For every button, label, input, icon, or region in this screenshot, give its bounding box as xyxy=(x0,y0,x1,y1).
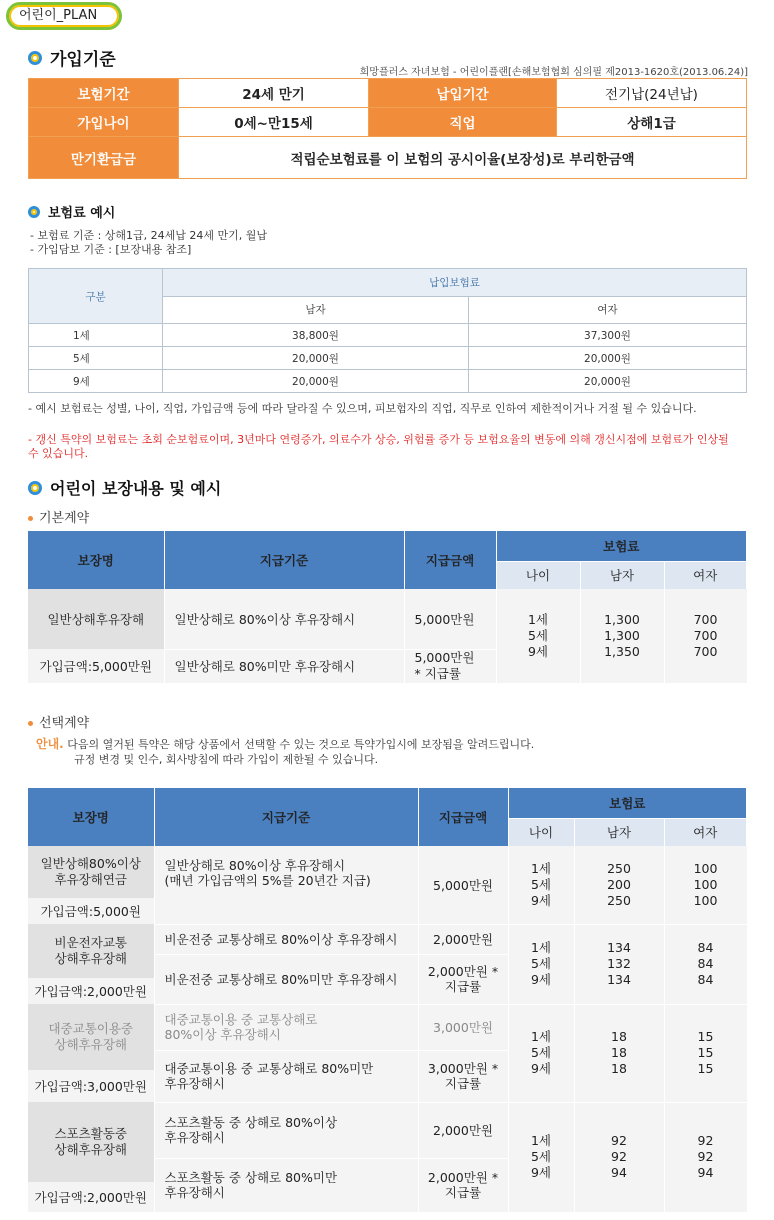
optional-contract-label: 선택계약 xyxy=(39,716,90,731)
header-criteria: 지급기준 xyxy=(154,788,418,846)
ring-bullet-icon xyxy=(28,206,40,218)
criteria-cell: 일반상해로 80%이상 후유장해시 (매년 가입금액의 5%를 20년간 지급) xyxy=(154,846,418,924)
header-male: 남자 xyxy=(580,561,664,589)
optional-notice xyxy=(36,737,736,767)
age-cell: 5세 xyxy=(29,347,163,370)
criteria-cell: 대중교통이용 중 교통상해로 80%미만 후유장해시 xyxy=(154,1050,418,1102)
coverage-name: 일반상해후유장해 xyxy=(28,589,164,649)
male-premiums-cell: 92 92 94 xyxy=(574,1102,664,1212)
label-maturity: 만기환급금 xyxy=(29,137,179,179)
section-coverage-heading xyxy=(28,476,221,499)
premium-basis-note: - 보험료 기준 : 상해1급, 24세납 24세 만기, 월납 xyxy=(30,229,268,242)
section-title: 가입기준 xyxy=(50,50,116,70)
basic-coverage-table xyxy=(28,531,747,684)
value-period: 24세 만기 xyxy=(179,79,369,108)
basic-contract-label: 기본계약 xyxy=(39,511,90,526)
criteria-cell: 비운전중 교통상해로 80%이상 후유장해시 xyxy=(154,924,418,954)
female-cell: 20,000원 xyxy=(469,370,747,393)
value-maturity: 적립순보험료를 이 보험의 공시이율(보장성)로 부리한금액 xyxy=(179,137,747,179)
amount-cell: 3,000만원 xyxy=(418,1004,508,1050)
header-premium: 납입보험료 xyxy=(163,269,747,297)
ages-cell: 1세 5세 9세 xyxy=(508,924,574,1004)
female-premiums-cell: 92 92 94 xyxy=(664,1102,747,1212)
header-premium: 보험료 xyxy=(496,531,747,561)
criteria-cell: 일반상해로 80%미만 후유장해시 xyxy=(164,649,404,683)
criteria-cell: 비운전중 교통상해로 80%미만 후유장해시 xyxy=(154,954,418,1004)
criteria-cell: 일반상해로 80%이상 후유장해시 xyxy=(164,589,404,649)
join-amount: 가입금액:5,000만원 xyxy=(28,649,164,683)
header-female: 여자 xyxy=(664,561,747,589)
header-amount: 지급금액 xyxy=(404,531,496,589)
age-cell: 1세 xyxy=(29,324,163,347)
label-period: 보험기간 xyxy=(29,79,179,108)
ring-bullet-icon xyxy=(28,51,42,65)
male-premiums-cell: 18 18 18 xyxy=(574,1004,664,1102)
value-payment-period: 전기납(24년납) xyxy=(557,79,747,108)
join-amount: 가입금액:3,000만원 xyxy=(28,1070,154,1102)
enrollment-table xyxy=(28,78,747,179)
female-premiums-cell: 15 15 15 xyxy=(664,1004,747,1102)
table-row xyxy=(29,347,747,370)
amount-cell: 2,000만원 xyxy=(418,924,508,954)
header-female: 여자 xyxy=(664,818,747,846)
header-division: 구분 xyxy=(29,269,163,324)
section-title: 보험료 예시 xyxy=(48,206,116,221)
premium-table xyxy=(28,268,747,393)
ages-cell: 1세 5세 9세 xyxy=(508,1004,574,1102)
value-age: 0세~만15세 xyxy=(179,108,369,137)
value-job: 상해1급 xyxy=(557,108,747,137)
label-job: 직업 xyxy=(369,108,557,137)
header-age: 나이 xyxy=(496,561,580,589)
amount-cell: 2,000만원 xyxy=(418,1102,508,1158)
coverage-name: 대중교통이용중 상해후유장해 xyxy=(28,1004,154,1070)
join-amount: 가입금액:2,000만원 xyxy=(28,978,154,1004)
ages-cell: 1세 5세 9세 xyxy=(496,589,580,683)
header-coverage-name: 보장명 xyxy=(28,788,154,846)
female-premiums-cell: 100 100 100 xyxy=(664,846,747,924)
header-female: 여자 xyxy=(469,296,747,324)
male-cell: 20,000원 xyxy=(163,370,469,393)
amount-cell: 5,000만원 * 지급률 xyxy=(404,649,496,683)
label-age: 가입나이 xyxy=(29,108,179,137)
header-age: 나이 xyxy=(508,818,574,846)
approval-note: 희망플러스 자녀보험 - 어린이플랜[손해보험협회 심의필 제2013-1620호(2013.06.24)] xyxy=(359,67,748,78)
male-premiums-cell: 250 200 250 xyxy=(574,846,664,924)
female-premiums-cell: 700 700 700 xyxy=(664,589,747,683)
criteria-cell: 스포츠활동 중 상해로 80%이상 후유장해시 xyxy=(154,1102,418,1158)
amount-cell: 2,000만원 * 지급률 xyxy=(418,954,508,1004)
amount-cell: 5,000만원 xyxy=(418,846,508,924)
header-male: 남자 xyxy=(574,818,664,846)
footnote-general: - 예시 보험료는 성별, 나이, 직업, 가입금액 등에 따라 달라질 수 있으며, 피보험자의 직업, 직무로 인하여 제한적이거나 거절 될 수 있습니다. xyxy=(28,402,697,415)
age-cell: 9세 xyxy=(29,370,163,393)
coverage-name: 일반상해80%이상 후유장해연금 xyxy=(28,846,154,898)
coverage-basis-note: - 가입담보 기준 : [보장내용 참조] xyxy=(30,243,192,256)
male-cell: 38,800원 xyxy=(163,324,469,347)
header-coverage-name: 보장명 xyxy=(28,531,164,589)
male-premiums-cell: 1,300 1,300 1,350 xyxy=(580,589,664,683)
amount-cell: 2,000만원 * 지급률 xyxy=(418,1158,508,1212)
join-amount: 가입금액:5,000원 xyxy=(28,898,154,924)
header-amount: 지급금액 xyxy=(418,788,508,846)
table-row xyxy=(29,324,747,347)
footnote-renewal: - 갱신 특약의 보험료는 초회 순보험료이며, 3년마다 연령증가, 의료수가 상승, 위험률 증가 등 보험요율의 변동에 의해 갱신시점에 보험료가 인상될 수 있습니다. xyxy=(28,433,729,460)
notice-text: 다음의 열거된 특약은 해당 상품에서 선택할 수 있는 것으로 특약가입시에 보장됨을 알려드립니다. xyxy=(67,738,535,751)
plan-tab[interactable]: 어린이_PLAN xyxy=(6,2,122,30)
section-premium-heading xyxy=(28,202,115,221)
header-premium: 보험료 xyxy=(508,788,747,818)
ages-cell: 1세 5세 9세 xyxy=(508,1102,574,1212)
amount-cell: 5,000만원 xyxy=(404,589,496,649)
coverage-name: 비운전자교통 상해후유장해 xyxy=(28,924,154,978)
section-enrollment-heading xyxy=(28,45,116,70)
header-criteria: 지급기준 xyxy=(164,531,404,589)
label-payment-period: 납입기간 xyxy=(369,79,557,108)
table-row xyxy=(29,370,747,393)
ring-bullet-icon xyxy=(28,481,42,495)
orange-dot-icon xyxy=(28,721,33,726)
female-cell: 37,300원 xyxy=(469,324,747,347)
coverage-name: 스포츠활동중 상해후유장해 xyxy=(28,1102,154,1182)
female-premiums-cell: 84 84 84 xyxy=(664,924,747,1004)
section-title: 어린이 보장내용 및 예시 xyxy=(50,479,222,498)
basic-contract-heading xyxy=(28,507,89,526)
notice-text: 규정 변경 및 인수, 회사방침에 따라 가입이 제한될 수 있습니다. xyxy=(74,753,379,766)
optional-contract-heading xyxy=(28,712,89,731)
female-cell: 20,000원 xyxy=(469,347,747,370)
orange-dot-icon xyxy=(28,516,33,521)
male-cell: 20,000원 xyxy=(163,347,469,370)
amount-cell: 3,000만원 * 지급률 xyxy=(418,1050,508,1102)
male-premiums-cell: 134 132 134 xyxy=(574,924,664,1004)
header-male: 남자 xyxy=(163,296,469,324)
optional-coverage-table xyxy=(28,788,747,1213)
ages-cell: 1세 5세 9세 xyxy=(508,846,574,924)
join-amount: 가입금액:2,000만원 xyxy=(28,1182,154,1212)
criteria-cell: 스포츠활동 중 상해로 80%미만 후유장해시 xyxy=(154,1158,418,1212)
criteria-cell: 대중교통이용 중 교통상해로 80%이상 후유장해시 xyxy=(154,1004,418,1050)
notice-label: 안내. xyxy=(36,737,64,751)
